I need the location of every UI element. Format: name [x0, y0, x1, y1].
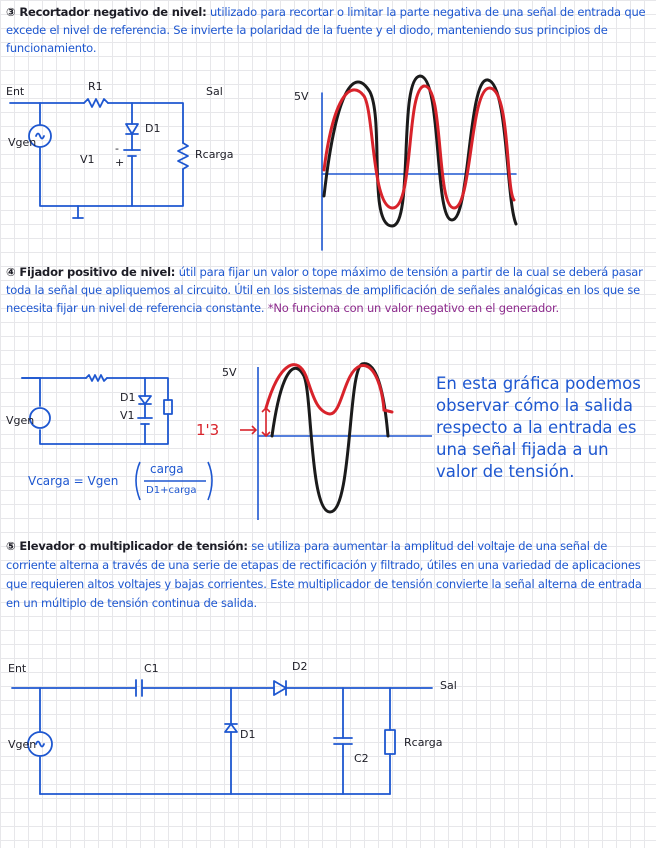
graph-2-input-wave	[272, 364, 388, 512]
circuit-1-d1-label: D1	[145, 122, 161, 135]
circuit-1-v1-label: V1	[80, 153, 95, 166]
graph-2-offset-marker	[240, 408, 270, 436]
circuit-2-vgen-label: Vgen	[6, 414, 35, 427]
circuit-1-sal-label: Sal	[206, 85, 223, 98]
circuit-1-resistor-r1	[84, 99, 108, 107]
section-4-number: ④	[6, 265, 20, 279]
circuit-2-formula-left: Vcarga = Vgen	[28, 474, 119, 488]
graph-2-note: En esta gráfica podemos observar cómo la salida respecto a la entrada es una señal fijada a un valor de tensión.	[436, 374, 641, 481]
circuit-1-r1-label: R1	[88, 80, 103, 93]
circuit-1-v1-plus: +	[115, 156, 125, 169]
graph-2-output-wave	[266, 365, 392, 414]
circuit-3-diode-d2	[274, 681, 286, 695]
graph-2-offset-label: 1'3	[196, 421, 220, 439]
circuit-2-v1-label: V1	[120, 409, 135, 422]
graph-2-level-label: 5V	[222, 366, 237, 379]
circuit-1-resistor-rcarga	[178, 143, 188, 169]
section-3-title: Recortador negativo de nivel:	[19, 5, 207, 19]
circuit-3-ent-label: Ent	[8, 662, 27, 675]
circuit-1-schematic	[10, 99, 188, 218]
graph-1-output-wave	[324, 86, 514, 208]
circuit-3-c1-label: C1	[144, 662, 159, 675]
circuit-2-formula-numerator: carga	[150, 462, 184, 476]
circuit-3-diode-d1	[225, 724, 237, 732]
circuit-1-diode-d1	[126, 124, 138, 134]
circuit-1-vgen-label: Vgen	[8, 136, 37, 149]
circuit-3-resistor-rcarga	[385, 730, 395, 754]
section-5-number: ⑤	[6, 539, 20, 553]
circuit-3-d2-label: D2	[292, 660, 308, 673]
circuit-3-d1-label: D1	[240, 728, 256, 741]
graph-1-input-wave	[324, 76, 516, 226]
circuit-1-v1-minus: -	[115, 142, 119, 155]
circuit-1-ent-label: Ent	[6, 85, 25, 98]
section-4-note: *No funciona con un valor negativo en el generador.	[267, 301, 559, 315]
circuit-2-d1-label: D1	[120, 391, 136, 404]
circuit-3-schematic	[12, 680, 432, 794]
graph-1-level-label: 5V	[294, 90, 309, 103]
circuit-3-sal-label: Sal	[440, 679, 457, 692]
section-5-body: se utiliza para aumentar la amplitud del voltaje de una señal de corriente alterna a través de una serie de etapas de rectificación y filtrado, útiles en una variedad de aplicaciones que requieren altos voltajes y bajas corrientes. Este multiplicador de tensión convierte la señal alterna de entrada en un múltiplo de tensión continua de salida.	[6, 539, 642, 610]
circuit-3-c2-label: C2	[354, 752, 369, 765]
circuit-2-schematic	[22, 375, 172, 444]
section-4-title: Fijador positivo de nivel:	[19, 265, 176, 279]
circuit-1-rcarga-label: Rcarga	[195, 148, 234, 161]
circuit-2-formula-denominator: D1+carga	[146, 485, 197, 496]
section-3-number: ③	[6, 5, 20, 19]
section-5-title: Elevador o multiplicador de tensión:	[19, 539, 248, 553]
section-3-body: utilizado para recortar o limitar la parte negativa de una señal de entrada que excede el nivel de referencia. Se invierte la polaridad de la fuente y el diodo, manteniendo sus principios de funcionamiento.	[6, 5, 646, 55]
section-4-body: útil para fijar un valor o tope máximo de tensión a partir de la cual se deberá pasar toda la señal que apliquemos al circuito. Útil en los sistemas de amplificación de señales analógicas en los que se necesita fijar un nivel de referencia constante.	[6, 265, 643, 315]
circuit-3-rcarga-label: Rcarga	[404, 736, 443, 749]
circuit-3-vgen-label: Vgen	[8, 738, 37, 751]
